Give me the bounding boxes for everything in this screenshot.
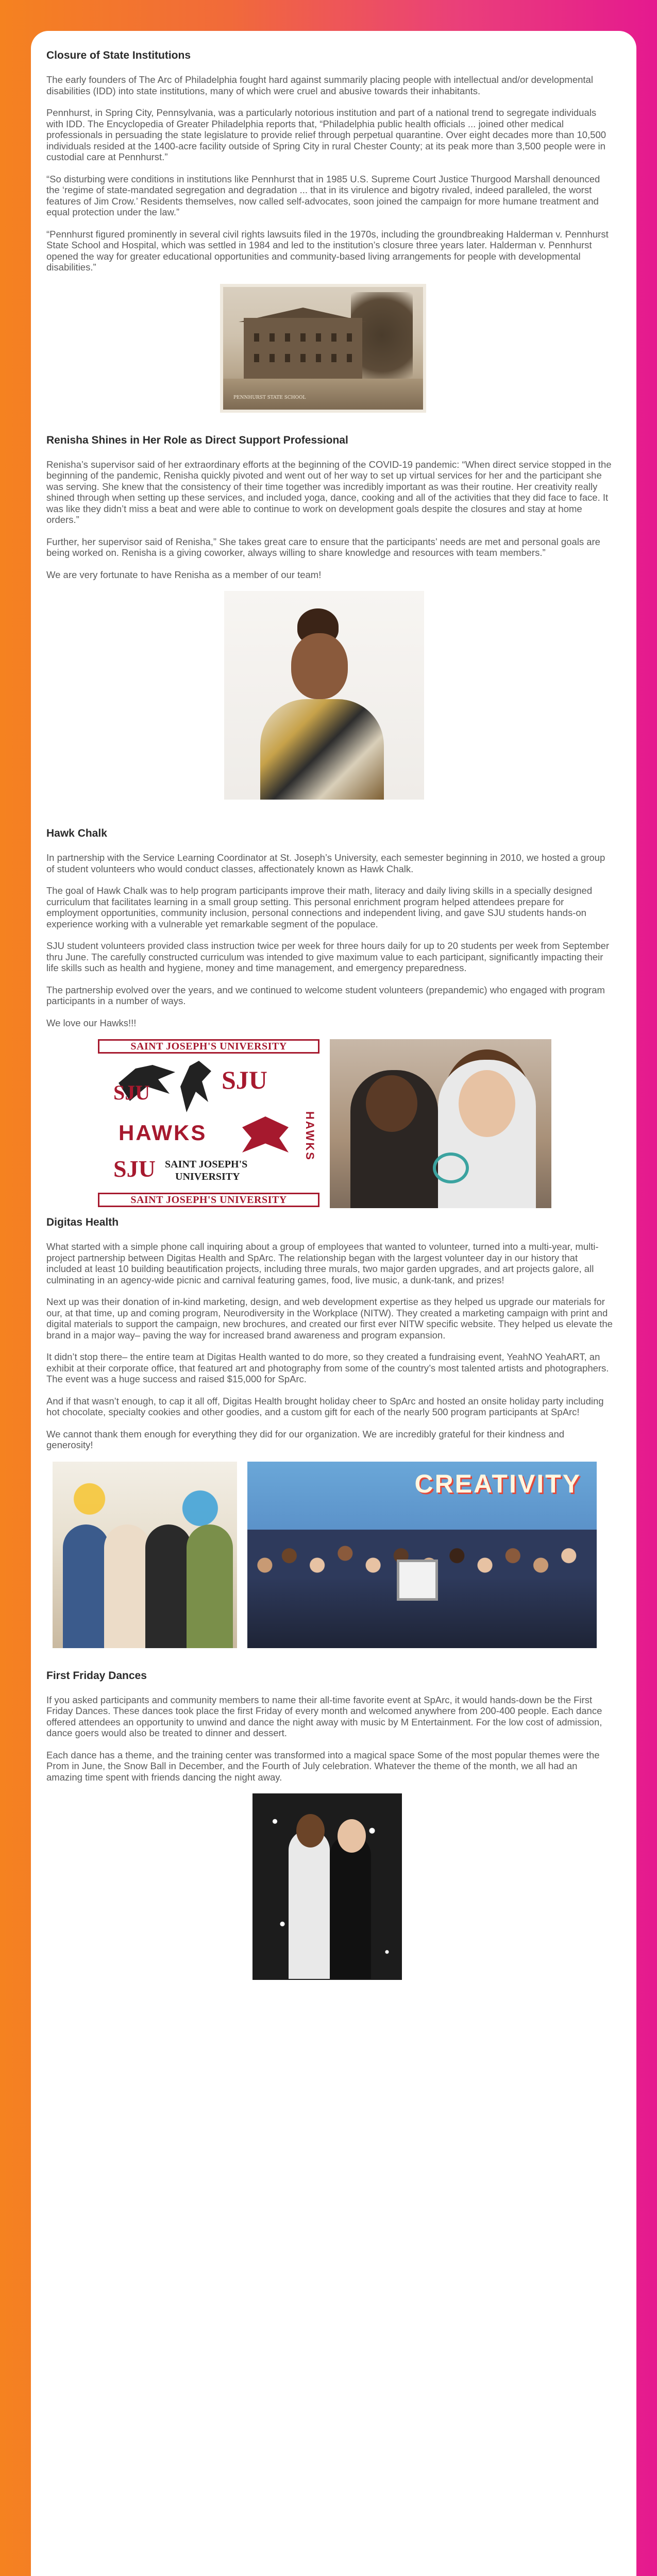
dance-photo [252, 1793, 402, 1980]
digitas-group-photo [247, 1462, 597, 1648]
hawk-paragraph-4: The partnership evolved over the years, and we continued to welcome student volunteers (prepandemic) who engaged with program participants in a number of ways. [46, 984, 605, 1006]
sju-logo-university: UNIVERSITY [175, 1171, 240, 1182]
hawk-photo-row [98, 1039, 621, 1208]
hawk-volunteers-photo [330, 1039, 551, 1208]
section-digitas [46, 1216, 621, 1648]
dances-heading: First Friday Dances [46, 1669, 147, 1682]
section-dances [46, 1670, 621, 1980]
digitas-paragraph-4: And if that wasn’t enough, to cap it all off, Digitas Health brought holiday cheer to SpArc and hosted an onsite holiday party including hot chocolate, specialty cookies and other goodies, and a custom gift for each of the nearly 500 program participants at SpArc! [46, 1395, 604, 1417]
renisha-heading: Renisha Shines in Her Role as Direct Support Professional [46, 434, 348, 446]
hawk-flying-icon [242, 1116, 289, 1153]
hawk-heading: Hawk Chalk [46, 827, 107, 839]
digitas-paragraph-5: We cannot thank them enough for everything they did for our organization. We are incredibly grateful for their kindness and generosity! [46, 1428, 565, 1450]
sju-logo-hawks: HAWKS [119, 1121, 207, 1145]
digitas-paragraph-2: Next up was their donation of in-kind marketing, design, and web development expertise as they helped us upgrade our materials for our, at that time, up and coming program, Neurodiversity in the Workplace (NITW). They created a marketing campaign with print and digital materials to support the campaign, new brochures, and created our first ever NITW specific website. They helped us elevate the brand in a major way– paving the way for increased brand awareness and program expansion. [46, 1296, 613, 1341]
section-hawk-chalk [46, 827, 621, 1208]
section-closure [46, 49, 621, 413]
hawk-paragraph-1: In partnership with the Service Learning Coordinator at St. Joseph’s University, each semester beginning in 2010, we hosted a group of student volunteers who would conduct classes, affectionately known as Hawk Chalk. [46, 852, 605, 874]
renisha-paragraph-3: We are very fortunate to have Renisha as a member of our team! [46, 569, 322, 580]
sju-logo-letters-2: SJU [222, 1065, 267, 1094]
sju-logo-hawks-vertical: HAWKS [304, 1111, 316, 1161]
hawk-paragraph-3: SJU student volunteers provided class instruction twice per week for three hours daily for up to 20 students per week from September thru June. The carefully constructed curriculum was intended to give maximum value to each participant, significantly impacting their life skills such as health and hygiene, money and time management, and emergency preparedness. [46, 940, 610, 973]
sju-logo-letters-3: SJU [113, 1156, 156, 1182]
content-card [31, 31, 636, 2576]
dances-paragraph-1: If you asked participants and community members to name their all-time favorite event at SpArc, it would hands-down be the First Friday Dances. These dances took place the first Friday of every month and welcomed anywhere from 200-400 people. Each dance offered attendees an opportunity to unwind and dance the night away with music by M Entertainment. For the low cost of admission, dance goers would also be treated to dinner and dessert. [46, 1694, 602, 1738]
renisha-photo [224, 591, 424, 800]
sju-logo-letters-1: SJU [113, 1081, 150, 1104]
digitas-volunteers-photo [53, 1462, 237, 1648]
creativity-sign: CREATIVITY [414, 1469, 581, 1498]
hawk-paragraph-2: The goal of Hawk Chalk was to help program participants improve their math, literacy and daily living skills in a specially designed curriculum that facilitates learning in a small group setting. This personal enrichment program helped attendees prepare for employment opportunities, community inclusion, personal connections and independent living, and gave SJU students hands-on experience working with a vulnerable yet remarkable segment of the populace. [46, 885, 593, 929]
closure-paragraph-3: “So disturbing were conditions in institutions like Pennhurst that in 1985 U.S. Supreme Court Justice Thurgood Marshall denounced the ‘regime of state-mandated segregation and degradation ... that in its virulence and bigotry rivaled, indeed paralleled, the worst features of Jim Crow.’ Residents themselves, now called self-advocates, soon joined the campaign for more humane treatment and equal protection under the law.” [46, 173, 600, 217]
sju-logo-saint: SAINT JOSEPH'S [165, 1159, 248, 1170]
section-renisha [46, 434, 621, 800]
hawk-wings-icon [180, 1061, 211, 1112]
sju-logo-bottom-banner: SAINT JOSEPH'S UNIVERSITY [98, 1193, 319, 1207]
digitas-heading: Digitas Health [46, 1216, 119, 1228]
digitas-paragraph-1: What started with a simple phone call inquiring about a group of employees that wanted to volunteer, turned into a multi-year, multi-project partnership between Digitas Health and SpArc. The relationship began with the largest volunteer day in our history that included at least 10 building beautification projects, including three murals, two major garden upgrades, and art projects galore, all culminating in an agency-wide picnic and carnival featuring games, food, live music, a dunk-tank, and prizes! [46, 1241, 599, 1285]
digitas-photo-row [53, 1462, 621, 1648]
closure-paragraph-1: The early founders of The Arc of Philadelphia fought hard against summarily placing people with intellectual and/or developmental disabilities (IDD) into state institutions, many of which were cruel and abusive towards their inhabitants. [46, 74, 593, 96]
closure-paragraph-4: “Pennhurst figured prominently in several civil rights lawsuits filed in the 1970s, including the groundbreaking Halderman v. Pennhurst State School and Hospital, which was settled in 1984 and led to the institution’s closure three years later. Halderman v. Pennhurst opened the way for greater educational opportunities and community-based living arrangements for people with developmental disabilities.” [46, 228, 609, 273]
sju-logo-top-banner: SAINT JOSEPH'S UNIVERSITY [98, 1039, 319, 1054]
renisha-paragraph-2: Further, her supervisor said of Renisha,” She takes great care to ensure that the participants’ needs are met and personal goals are being worked on. Renisha is a giving coworker, always willing to share knowledge and resources with team members.” [46, 536, 600, 558]
dances-paragraph-2: Each dance has a theme, and the training center was transformed into a magical space Some of the most popular themes were the Prom in June, the Snow Ball in December, and the Fourth of July celebration. Whatever the theme of the month, we all had an amazing time spent with friends dancing the night away. [46, 1749, 600, 1783]
pennhurst-photo [220, 284, 426, 413]
digitas-paragraph-3: It didn’t stop there– the entire team at Digitas Health wanted to do more, so they created a fundraising event, YeahNO YeahART, an exhibit at their corporate office, that featured art and photography from some of the country’s most talented artists and photographers. The event was a huge success and raised $15,000 for SpArc. [46, 1351, 609, 1384]
hawk-paragraph-5: We love our Hawks!!! [46, 1017, 137, 1028]
closure-heading: Closure of State Institutions [46, 49, 191, 61]
sju-logos-image [98, 1039, 319, 1208]
closure-paragraph-2: Pennhurst, in Spring City, Pennsylvania, was a particularly notorious institution and part of a national trend to segregate individuals with IDD. The Encyclopedia of Greater Philadelphia reports that, “Philadelphia public health officials ... joined other medical professionals in persuading the state legislature to provide relief through perpetual quarantine. Over eight decades more than 10,500 individuals resided at the 1400-acre facility outside of Spring City in rural Chester County; at its peak more than 3,500 people were in custodial care at Pennhurst.” [46, 107, 607, 162]
renisha-paragraph-1: Renisha’s supervisor said of her extraordinary efforts at the beginning of the COVID-19 pandemic: “When direct service stopped in the beginning of the pandemic, Renisha quickly pivoted and went out of her way to set up virtual services for her and the participant she was serving. She knew that the consistency of their time together was incredibly important as was their routine. Her creativity really shined through when setting up these services, and included yoga, dance, cooking and all of the activities that they did face to face. It was like they didn’t miss a beat and were able to continue to work on development goals despite the closures and stay at home orders.” [46, 459, 612, 525]
pennhurst-photo-caption: PENNHURST STATE SCHOOL [233, 395, 306, 400]
